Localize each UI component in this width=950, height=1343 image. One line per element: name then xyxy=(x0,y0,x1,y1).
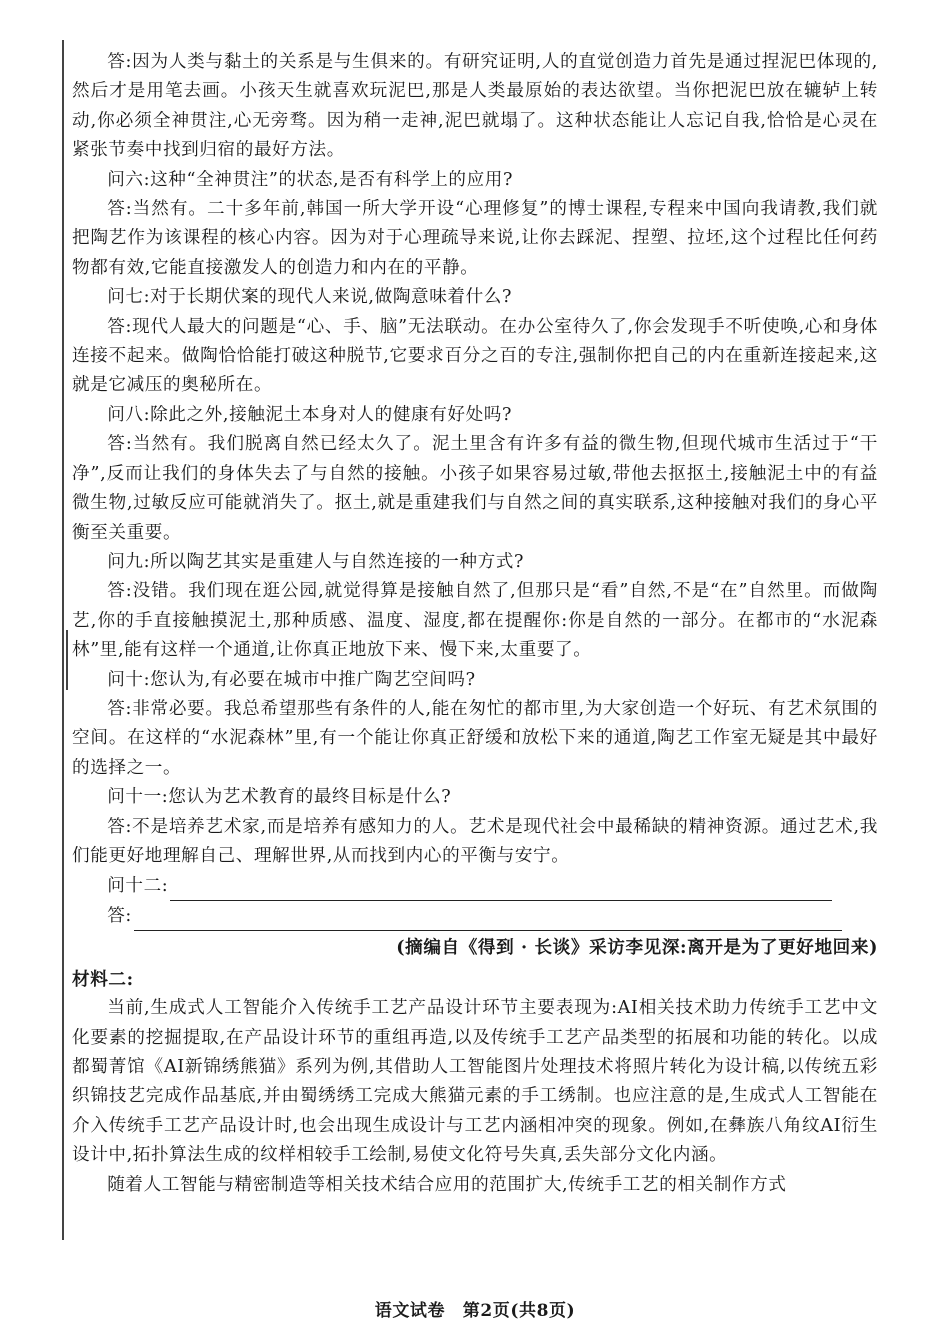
answer-paragraph: 答:现代人最大的问题是“心、手、脑”无法联动。在办公室待久了,你会发现手不听使唤,心和身体连接不起来。做陶恰恰能打破这种脱节,它要求百分之百的专注,强制你把自己的内在重新连接起来,这就是它减压的奥秘所在。 xyxy=(72,316,878,396)
question-nine: 问九:所以陶艺其实是重建人与自然连接的一种方式? xyxy=(107,551,525,572)
question-eleven: 问十一:您认为艺术教育的最终目标是什么? xyxy=(107,787,452,808)
answer-paragraph: 答:因为人类与黏土的关系是与生俱来的。有研究证明,人的直觉创造力首先是通过捏泥巴体现的,然后才是用笔去画。小孩天生就喜欢玩泥巴,那是人类最原始的表达欲望。当你把泥巴放在辘轳上转动,你必须全神贯注,心无旁骛。因为稍一走神,泥巴就塌了。这种状态能让人忘记自我,恰恰是心灵在紧张节奏中找到归宿的最好方法。 xyxy=(72,52,878,161)
answer-twelve-label: 答: xyxy=(107,905,132,926)
question-twelve-row xyxy=(107,871,878,901)
question-eight: 问八:除此之外,接触泥土本身对人的健康有好处吗? xyxy=(107,404,513,425)
binding-margin-line xyxy=(62,40,64,1240)
question-twelve-label: 问十二: xyxy=(107,875,169,896)
answer-paragraph: 答:没错。我们现在逛公园,就觉得算是接触自然了,但那只是“看”自然,不是“在”自然里。而做陶艺,你的手直接触摸泥土,那种质感、温度、湿度,都在提醒你:你是自然的一部分。在都市的“水泥森林”里,能有这样一个通道,让你真正地放下来、慢下来,太重要了。 xyxy=(72,581,878,661)
question-twelve-blank[interactable] xyxy=(170,880,832,901)
question-six: 问六:这种“全神贯注”的状态,是否有科学上的应用? xyxy=(107,169,514,190)
binding-margin-mark xyxy=(66,630,68,690)
source-citation: (摘编自《得到 · 长谈》采访李见深:离开是为了更好地回来) xyxy=(396,937,878,959)
question-seven: 问七:对于长期伏案的现代人来说,做陶意味着什么? xyxy=(107,287,513,308)
question-ten: 问十:您认为,有必要在城市中推广陶艺空间吗? xyxy=(107,669,476,690)
answer-paragraph: 答:不是培养艺术家,而是培养有感知力的人。艺术是现代社会中最稀缺的精神资源。通过艺术,我们能更好地理解自己、理解世界,从而找到内心的平衡与安宁。 xyxy=(72,816,878,866)
material-two-heading: 材料二: xyxy=(72,968,134,990)
answer-paragraph: 答:非常必要。我总希望那些有条件的人,能在匆忙的都市里,为大家创造一个好玩、有艺术氛围的空间。在这样的“水泥森林”里,有一个能让你真正舒缓和放松下来的通道,陶艺工作室无疑是其中最好的选择之一。 xyxy=(72,698,878,778)
answer-twelve-row xyxy=(107,901,878,931)
answer-twelve-blank[interactable] xyxy=(134,910,842,931)
material-two-paragraph: 随着人工智能与精密制造等相关技术结合应用的范围扩大,传统手工艺的相关制作方式 xyxy=(107,1174,787,1195)
answer-paragraph: 答:当然有。我们脱离自然已经太久了。泥土里含有许多有益的微生物,但现代城市生活过于“干净”,反而让我们的身体失去了与自然的接触。小孩子如果容易过敏,带他去抠抠土,接触泥土中的有益微生物,过敏反应可能就消失了。抠土,就是重建我们与自然之间的真实联系,这种接触对我们的身心平衡至关重要。 xyxy=(72,434,878,543)
page-footer: 语文试卷 第2页(共8页) xyxy=(374,1301,576,1321)
answer-paragraph: 答:当然有。二十多年前,韩国一所大学开设“心理修复”的博士课程,专程来中国向我请教,我们就把陶艺作为该课程的核心内容。因为对于心理疏导来说,让你去踩泥、捏塑、拉坯,这个过程比任何药物都有效,它能直接激发人的创造力和内在的平静。 xyxy=(72,199,878,278)
page-content xyxy=(72,48,878,1200)
material-two-paragraph: 当前,生成式人工智能介入传统手工艺产品设计环节主要表现为:AI相关技术助力传统手工艺中文化要素的挖掘提取,在产品设计环节的重组再造,以及传统手工艺产品类型的拓展和功能的转化。以成都蜀菁馆《AI新锦绣熊猫》系列为例,其借助人工智能图片处理技术将照片转化为设计稿,以传统五彩织锦技艺完成作品基底,并由蜀绣绣工完成大熊猫元素的手工绣制。也应注意的是,生成式人工智能在介入传统手工艺产品设计时,也会出现生成设计与工艺内涵相冲突的现象。例如,在彝族八角纹AI衍生设计中,拓扑算法生成的纹样相较手工绘制,易使文化符号失真,丢失部分文化内涵。 xyxy=(72,998,878,1166)
